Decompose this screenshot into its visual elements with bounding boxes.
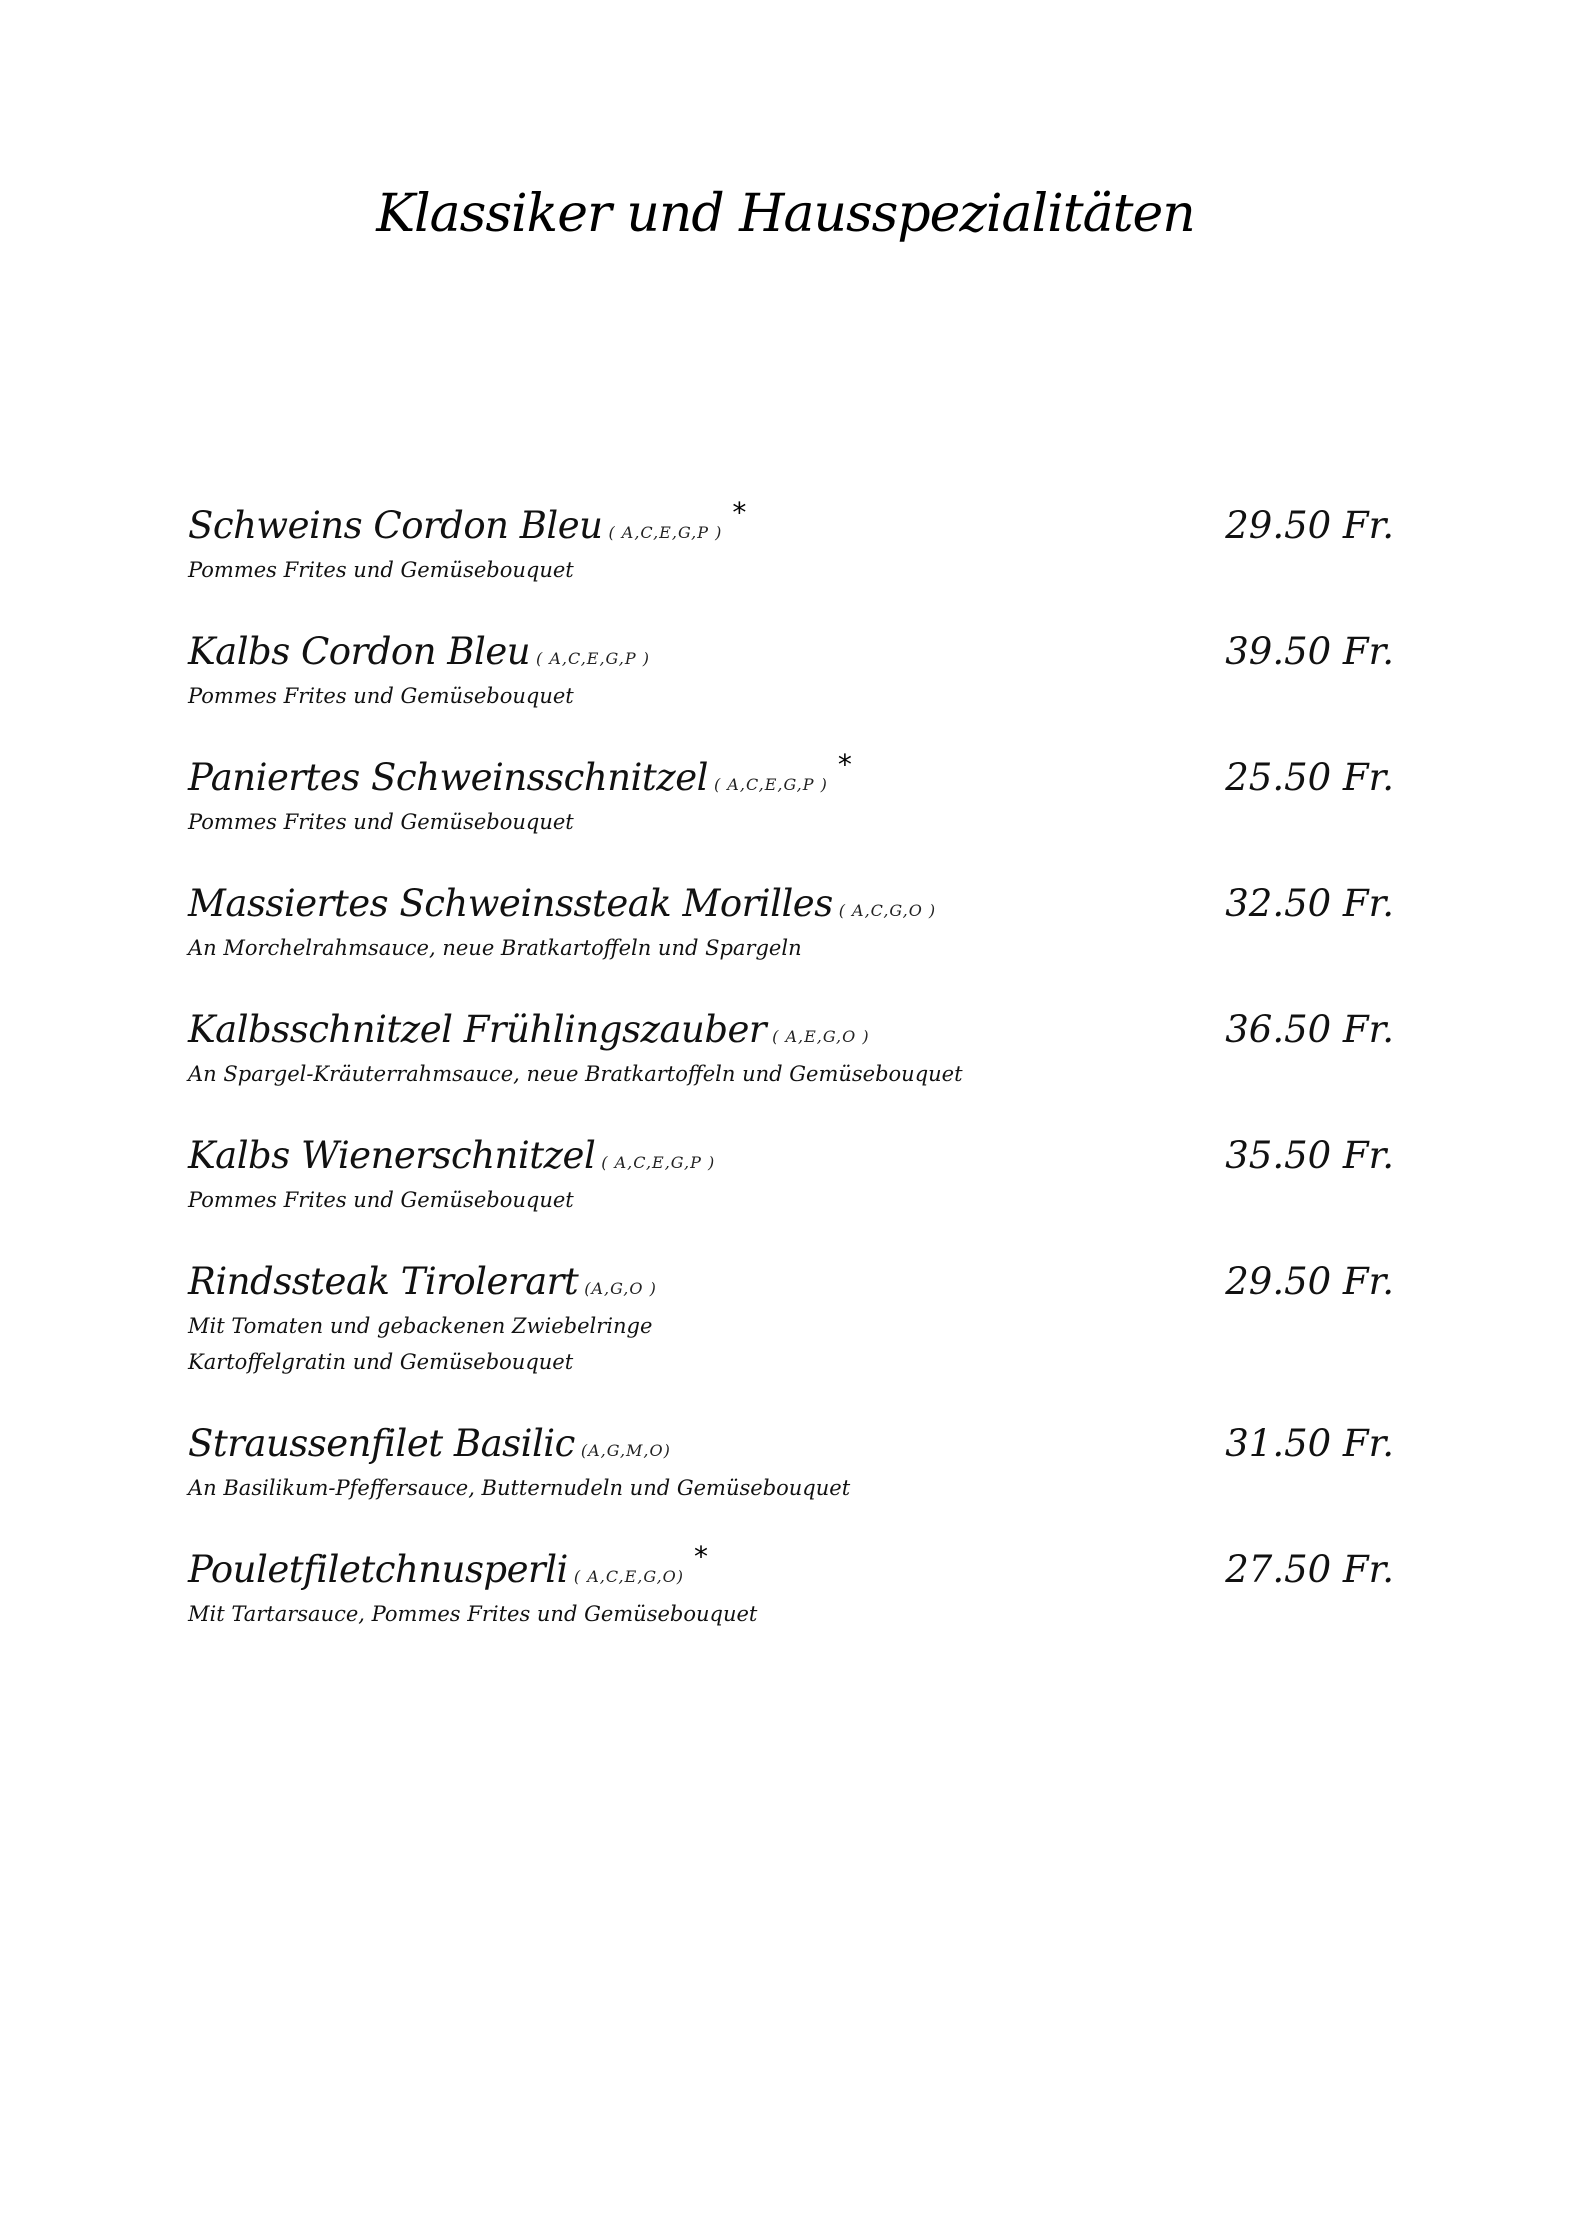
menu-item bbox=[188, 1004, 1408, 1130]
menu-item-description: An Spargel-Kräuterrahmsauce, neue Bratkartoffeln und Gemüsebouquet bbox=[188, 1062, 963, 1086]
menu-item-description: Mit Tartarsauce, Pommes Frites und Gemüsebouquet bbox=[188, 1602, 758, 1626]
menu-item bbox=[188, 878, 1408, 1004]
menu-item-allergens: ( A,C,E,G,P ) bbox=[601, 1153, 716, 1172]
menu-item-description: An Morchelrahmsauce, neue Bratkartoffeln und Spargeln bbox=[188, 936, 802, 960]
menu-item-description: An Basilikum-Pfeffersauce, Butternudeln und Gemüsebouquet bbox=[188, 1476, 851, 1500]
menu-item-price: 29.50 Fr. bbox=[1225, 1260, 1394, 1303]
menu-item-description: Mit Tomaten und gebackenen Zwiebelringe bbox=[188, 1314, 653, 1338]
menu-item-description: Pommes Frites und Gemüsebouquet bbox=[188, 1188, 574, 1212]
menu-item-line bbox=[188, 878, 1408, 930]
menu-item-line bbox=[188, 1004, 1408, 1056]
menu-item-name: Paniertes Schweinsschnitzel bbox=[188, 756, 708, 799]
menu-item-price: 25.50 Fr. bbox=[1225, 756, 1394, 799]
menu-item-line bbox=[188, 626, 1408, 678]
menu-item-price: 35.50 Fr. bbox=[1225, 1134, 1394, 1177]
menu-item-description: Pommes Frites und Gemüsebouquet bbox=[188, 684, 574, 708]
menu-item-line bbox=[188, 1256, 1408, 1308]
menu-item bbox=[188, 1540, 1408, 1670]
menu-item bbox=[188, 1418, 1408, 1544]
menu-item-price: 32.50 Fr. bbox=[1225, 882, 1394, 925]
menu-item-price: 36.50 Fr. bbox=[1225, 1008, 1394, 1051]
menu-item-name: Straussenfilet Basilic bbox=[188, 1422, 575, 1465]
menu-item-price: 31.50 Fr. bbox=[1225, 1422, 1394, 1465]
menu-item-name: Kalbs Wienerschnitzel bbox=[188, 1134, 596, 1177]
menu-item-name: Massiertes Schweinssteak Morilles bbox=[188, 882, 833, 925]
page-title: Klassiker und Hausspezialitäten bbox=[376, 184, 1195, 244]
menu-item bbox=[188, 626, 1408, 752]
menu-item-allergens: (A,G,M,O) bbox=[580, 1441, 671, 1460]
menu-item-description: Pommes Frites und Gemüsebouquet bbox=[188, 810, 574, 834]
menu-item-allergens: ( A,C,E,G,P ) bbox=[713, 775, 828, 794]
menu-item bbox=[188, 496, 1408, 626]
menu-item bbox=[188, 748, 1408, 878]
menu-item-line bbox=[188, 1418, 1408, 1470]
menu-item-price: 39.50 Fr. bbox=[1225, 630, 1394, 673]
menu-item-allergens: (A,G,O ) bbox=[584, 1279, 657, 1298]
menu-item-price: 27.50 Fr. bbox=[1225, 1548, 1394, 1591]
menu-item-name: Kalbs Cordon Bleu bbox=[188, 630, 531, 673]
menu-item-allergens: ( A,C,G,O ) bbox=[838, 901, 937, 920]
menu-item bbox=[188, 1130, 1408, 1256]
menu-item-price: 29.50 Fr. bbox=[1225, 504, 1394, 547]
menu-item-name: Pouletfiletchnusperli bbox=[188, 1548, 568, 1591]
menu-item-line bbox=[188, 1540, 1408, 1596]
menu-item-description: Kartoffelgratin und Gemüsebouquet bbox=[188, 1350, 574, 1374]
menu-item bbox=[188, 1256, 1408, 1418]
menu-item-description: Pommes Frites und Gemüsebouquet bbox=[188, 558, 574, 582]
menu-item-allergens: ( A,C,E,G,O) bbox=[573, 1567, 685, 1586]
menu-item-allergens: ( A,C,E,G,P ) bbox=[608, 523, 723, 542]
menu-item-allergens: ( A,C,E,G,P ) bbox=[536, 649, 650, 668]
menu-item-name: Schweins Cordon Bleu bbox=[188, 504, 603, 547]
menu-item-name: Kalbsschnitzel Frühlingszauber bbox=[188, 1008, 767, 1051]
menu-item-name: Rindssteak Tirolerart bbox=[188, 1260, 579, 1303]
star-icon: * bbox=[837, 748, 852, 781]
menu-item-line bbox=[188, 496, 1408, 552]
star-icon: * bbox=[694, 1540, 709, 1573]
menu-list bbox=[188, 496, 1408, 1670]
menu-item-allergens: ( A,E,G,O ) bbox=[772, 1027, 870, 1046]
menu-item-line bbox=[188, 748, 1408, 804]
star-icon: * bbox=[732, 496, 747, 529]
menu-item-line bbox=[188, 1130, 1408, 1182]
